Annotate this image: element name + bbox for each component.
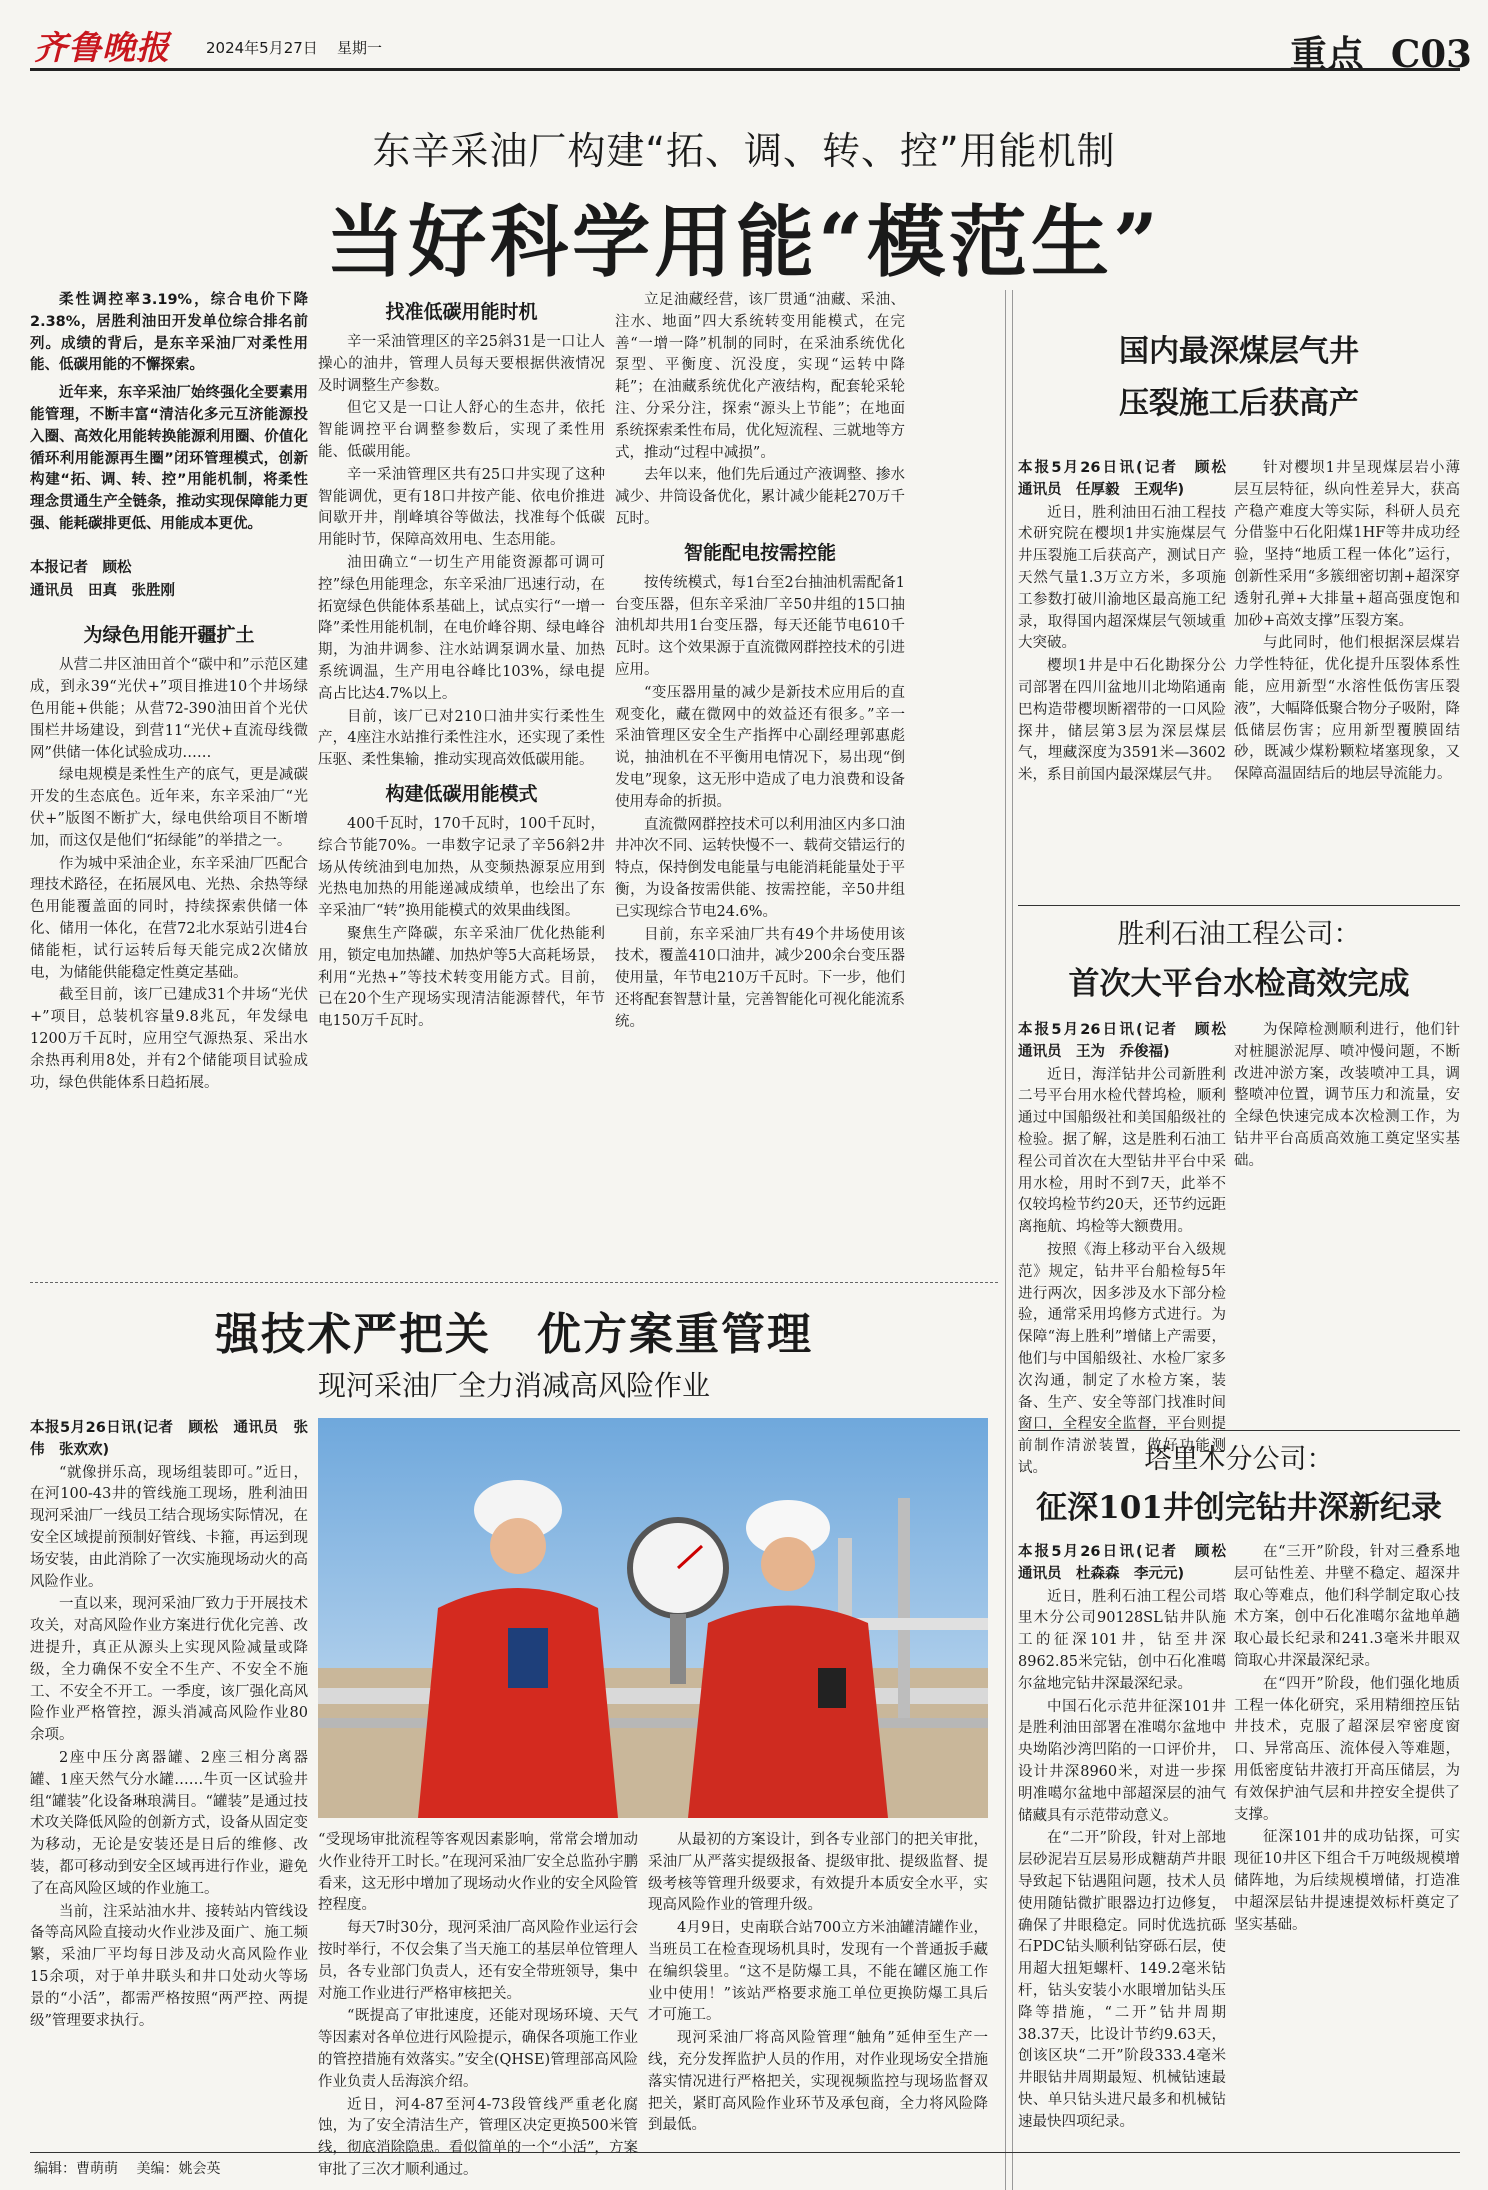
paragraph: 辛一采油管理区共有25口井实现了这种智能调优，更有18口井按产能、依电价推进间歇开井，削峰填谷等做法，找准每个低碳用能时节，保障高效用电、生态用能。 — [318, 466, 605, 549]
footer-credits — [34, 2158, 220, 2178]
article5-col-3 — [648, 1830, 988, 2146]
paragraph: “变压器用量的减少是新技术应用后的直观变化，藏在微网中的效益还有很多。”辛一采油管理区安全生产指挥中心副经理郭惠彪说，抽油机在不平衡用电情况下，易出现“倒发电”现象，这无形中造成了电力浪费和设备使用寿命的折损。 — [615, 684, 905, 810]
paragraph: 当前，注采站油水井、接转站内管线设备等高风险直接动火作业涉及面广、施工频繁，采油厂平均每日涉及动火高风险作业15余项，对于单井联头和井口处动火等场景的“小活”，都需严格按照“两严控、两提级”管理要求执行。 — [30, 1903, 308, 2029]
divider — [30, 1282, 998, 1283]
paragraph: 近日，河4-87至河4-73段管线严重老化腐蚀，为了安全清洁生产，管理区决定更换500米管线，彻底消除隐患。看似简单的一个“小活”，方案审批了三次才顺利通过。 — [318, 2096, 638, 2178]
main-byline-correspondent: 通讯员 田真 张胜刚 — [30, 582, 175, 599]
paragraph: 按传统模式，每1台至2台抽油机需配备1台变压器，但东辛采油厂辛50井组的15口抽油机却共用1台变压器，每天还能节电610千瓦时。这个效果源于直流微网群控技术的引进应用。 — [615, 574, 905, 678]
paragraph: 樱坝1井是中石化勘探分公司部署在四川盆地川北坳陷通南巴构造带樱坝断褶带的一口风险探井，储层第3层为深层煤层气，埋藏深度为3591米—3602米，系目前国内最深煤层气井。 — [1018, 658, 1226, 784]
article2-byline: 本报5月26日讯(记者 顾松 通讯员 任厚毅 王观华) — [1018, 460, 1241, 498]
main-lead: 近年来，东辛采油厂始终强化全要素用能管理，不断丰富“清洁化多元互济能源投入圈、高效化用能转换能源利用圈、价值化循环利用能源再生圈”闭环管理模式，创新构建“拓、调、转、控”用能机制，将柔性理念贯通生产全链条，推动实现保障能力更强、能耗碳排更低、用能成本更优。 — [30, 385, 308, 532]
paragraph: “就像拼乐高，现场组装即可。”近日，在河100-43井的管线施工现场，胜利油田现河采油厂一线员工结合现场实际情况，在安全区域提前预制好管线、卡箍，再运到现场安装，由此消除了一次实施现场动火的高风险作业。 — [30, 1464, 308, 1590]
paragraph: 目前，该厂已对210口油井实行柔性生产，4座注水站推行柔性注水，还实现了柔性压驱、柔性集输，推动实现高效低碳用能。 — [318, 708, 605, 769]
column-rule — [1005, 290, 1006, 2190]
article2-title-line1: 国内最深煤层气井 — [1119, 334, 1359, 369]
paragraph: 立足油藏经营，该厂贯通“油藏、采油、注水、地面”四大系统转变用能模式，在完善“一增一降”机制的同时，在采油系统优化泵型、平衡度、沉没度，实现“运转中降耗”；在油藏系统优化产液结构，配套轮采轮注、分采分注，探索“源头上节能”；在地面系统探索柔性布局，优化短流程、三就地等方式，推动“过程中减损”。 — [615, 292, 905, 461]
paragraph: 聚焦生产降碳，东辛采油厂优化热能利用，锁定电加热罐、加热炉等5大高耗场景，利用“光热+”等技术转变用能方式。目前，已在20个生产现场实现清洁能源替代，年节电150万千瓦时。 — [318, 925, 605, 1030]
paragraph: 去年以来，他们先后通过产液调整、掺水减少、井筒设备优化，累计减少能耗270万千瓦时。 — [615, 467, 905, 527]
article5-col-2 — [318, 1830, 638, 2178]
main-kicker: 东辛采油厂构建“拓、调、转、控”用能机制 — [372, 129, 1116, 173]
article4-title: 征深101井创完钻井深新纪录 — [1036, 1490, 1442, 1526]
paragraph: 但它又是一口让人舒心的生态井，依托智能调控平台调整参数后，实现了柔性用能、低碳用能。 — [318, 400, 605, 460]
paragraph: 直流微网群控技术可以利用油区内多口油井冲次不同、运转快慢不一、载荷交错运行的特点，保持倒发电能量与电能消耗能量处于平衡，为设备按需供能、按需控能，辛50井组已实现综合节电24.6%。 — [615, 816, 905, 920]
paragraph: 400千瓦时，170千瓦时，100千瓦时，综合节能70%。一串数字记录了辛56斜2井场从传统油到电加热，从变频热源泵应用到光热电加热的用能递减成绩单，也绘出了东辛采油厂“转”换用能模式的效果曲线图。 — [318, 815, 605, 920]
issue-date: 2024年5月27日 — [206, 39, 318, 57]
paragraph: 目前，东辛采油厂共有49个井场使用该技术，覆盖410口油井，减少200余台变压器使用量，年节电210万千瓦时。下一步，他们还将配套智慧计量，完善智能化可视化能流系统。 — [615, 926, 905, 1030]
main-col-2 — [318, 290, 605, 1273]
article3-title: 首次大平台水检高效完成 — [1068, 966, 1410, 1002]
section-heading-1: 为绿色用能开疆扩土 — [83, 624, 255, 647]
article4-byline: 本报5月26日讯(记者 顾松 通讯员 杜森森 李元元) — [1018, 1544, 1241, 1582]
main-col-3 — [615, 290, 905, 1273]
paragraph: 征深101井的成功钻探，可实现征10井区下组合千万吨级规模增储阵地，为后续规模增储，打造准中超深层钻井提速提效标杆奠定了坚实基础。 — [1234, 1829, 1460, 1933]
section-heading-3: 构建低碳用能模式 — [385, 782, 538, 805]
editor-credit: 编辑：曹萌萌 — [34, 2161, 118, 2177]
paragraph: 近日，胜利石油工程公司塔里木分公司90128SL钻井队施工的征深101井，钻至井深8962.85米完钻，创中石化准噶尔盆地完钻井深最深纪录。 — [1018, 1588, 1226, 1692]
article5-col-1 — [30, 1418, 308, 2146]
paragraph: 现河采油厂将高风险管理“触角”延伸至生产一线，充分发挥监护人员的作用，对作业现场安全措施落实情况进行严格把关，实现视频监控与现场监督双把关，紧盯高风险作业环节及承包商，全力将风险降到最低。 — [648, 2030, 988, 2134]
paragraph: 在“四开”阶段，他们强化地质工程一体化研究，采用精细控压钻井技术，克服了超深层窄密度窗口、异常高压、流体侵入等难题，用低密度钻井液打开高压储层，为有效保护油气层和井控安全提供了支撑。 — [1234, 1675, 1460, 1823]
paragraph: 近日，海洋钻井公司新胜利二号平台用水检代替坞检，顺利通过中国船级社和美国船级社的检验。据了解，这是胜利石油工程公司首次在大型钻井平台中采用水检，用时不到7天，此举不仅较坞检节约20天，还节约远距离拖航、坞检等大额费用。 — [1018, 1066, 1226, 1236]
paragraph: 作为城中采油企业，东辛采油厂匹配合理技术路径，在拓展风电、光热、余热等绿色用能覆盖面的同时，持续探索供储一体化、储用一体化，在营72北水泵站引进4台储能柜，试行运转后每天能完成2次储放电，为储能供能稳定性奠定基础。 — [30, 855, 308, 981]
main-col-1 — [30, 290, 308, 1273]
section-heading-2: 找准低碳用能时机 — [385, 301, 538, 323]
article5-subtitle: 现河采油厂全力消减高风险作业 — [317, 1369, 710, 1402]
paragraph: 中国石化示范井征深101井是胜利油田部署在准噶尔盆地中央坳陷沙湾凹陷的一口评价井，设计井深8960米，对进一步探明准噶尔盆地中部超深层的油气储藏具有示范带动意义。 — [1018, 1698, 1226, 1824]
paragraph: 绿电规模是柔性生产的底气，更是减碳开发的生态底色。近年来，东辛采油厂“光伏+”版图不断扩大，绿电供给项目不断增加，而这仅是他们“拓绿能”的举措之一。 — [30, 767, 308, 849]
paragraph: 在“二开”阶段，针对上部地层砂泥岩互层易形成糖葫芦井眼导致起下钻遇阻问题，技术人员使用随钻微扩眼器边打边修复，确保了井眼稳定。同时优选抗砾石PDC钻头顺利钻穿砾石层，使用超大扭矩螺杆、149.2毫米钻杆，钻头安装小水眼增加钻头压降等措施，“二开”钻井周期38.37天，比设计节约9.63天，创该区块“二开”阶段333.4毫米井眼钻井周期最短、机械钻速最快、单只钻头进尺最多和机械钻速最快四项纪录。 — [1018, 1830, 1226, 2130]
paragraph: 从营二井区油田首个“碳中和”示范区建成，到永39“光伏+”项目推进10个井场绿色用能+供能；从营72-390油田首个光伏围栏井场建设，到营11“光伏+直流母线微网”供储一体化试验成功…… — [30, 657, 308, 761]
article2-col-2 — [1234, 458, 1460, 888]
article2-title-line2: 压裂施工后获高产 — [1119, 386, 1359, 421]
article5-byline: 本报5月26日讯(记者 顾松 通讯员 张伟 张欢欢) — [30, 1420, 308, 1458]
section-heading-4: 智能配电按需控能 — [683, 541, 836, 564]
article4-col-1 — [1018, 1542, 1241, 2146]
main-byline-reporter: 本报记者 顾松 — [30, 559, 132, 576]
paragraph: “既提高了审批速度，还能对现场环境、天气等因素对各单位进行风险提示，确保各项施工作业的管控措施有效落实。”安全(QHSE)管理部高风险作业负责人岳海滨介绍。 — [318, 2008, 638, 2090]
paragraph: 针对樱坝1井呈现煤层岩小薄层互层特征，纵向性差异大，获高产稳产难度大等实际，科研人员充分借鉴中石化阳煤1HF等井成功经验，坚持“地质工程一体化”运行，创新性采用“多簇细密切割+超深穿透射孔弹+大排量+超高强度饱和加砂+高效支撑”压裂方案。 — [1234, 460, 1460, 629]
article4-kicker: 塔里木分公司： — [1144, 1444, 1334, 1475]
section-name: 重点 — [1290, 32, 1364, 76]
paragraph: 每天7时30分，现河采油厂高风险作业运行会按时举行，不仅会集了当天施工的基层单位管理人员，各专业部门负责人，还有安全带班领导，集中对施工作业进行严格审核把关。 — [318, 1920, 638, 2002]
paragraph: 辛一采油管理区的辛25斜31是一口让人操心的油井，管理人员每天要根据供液情况及时调整生产参数。 — [318, 334, 605, 394]
news-photo — [318, 1418, 988, 1818]
article4-col-2 — [1234, 1542, 1460, 2146]
divider — [1018, 1430, 1460, 1431]
designer-credit: 美编：姚会英 — [136, 2161, 221, 2177]
paragraph: 为保障检测顺利进行，他们针对桩腿淤泥厚、喷冲慢问题，不断改进冲淤方案，改装喷冲工具，调整喷冲位置，调节压力和流量，安全绿色快速完成本次检测工作，为钻井平台高质高效施工奠定坚实基础。 — [1234, 1022, 1460, 1169]
main-intro: 柔性调控率3.19%，综合电价下降2.38%，居胜利油田开发单位综合排名前列。成绩的背后，是东辛采油厂对柔性用能、低碳用能的不懈探索。 — [30, 292, 308, 374]
paragraph: 近日，胜利油田石油工程技术研究院在樱坝1井实施煤层气井压裂施工后获高产，测试日产天然气量1.3万立方米，多项施工参数打破川渝地区最高施工纪录，取得国内超深煤层气领域重大突破。 — [1018, 504, 1226, 652]
paragraph: “受现场审批流程等客观因素影响，常常会增加动火作业待开工时长。”在现河采油厂安全总监孙宇鹏看来，这无形中增加了现场动火作业的安全风险管控程度。 — [318, 1832, 638, 1914]
paragraph: 从最初的方案设计，到各专业部门的把关审批，采油厂从严落实提级报备、提级审批、提级监督、提级考核等管理升级要求，有效提升本质安全水平，实现高风险作业的管理升级。 — [648, 1832, 988, 1914]
paragraph: 与此同时，他们根据深层煤岩力学性特征，优化提升压裂体系性能，应用新型“水溶性低伤害压裂液”，大幅降低聚合物分子吸附，降低储层伤害；应用新型覆膜固结砂，既减少煤粉颗粒堵塞现象，又保障高温固结后的地层导流能力。 — [1234, 635, 1460, 783]
main-title: 当好科学用能“模范生” — [326, 197, 1162, 288]
header-rule — [30, 68, 1460, 71]
column-rule — [1012, 290, 1013, 2190]
paragraph: 在“三开”阶段，针对三叠系地层可钻性差、井壁不稳定、超深井取心等难点，他们科学制定取心技术方案，创中石化准噶尔盆地单趟取心最长纪录和241.3毫米井眼双筒取心井深最深纪录。 — [1234, 1544, 1460, 1669]
article3-col-2 — [1234, 1020, 1460, 1420]
article3-byline: 本报5月26日讯(记者 顾松 通讯员 王为 乔俊福) — [1018, 1022, 1241, 1060]
paragraph: 按照《海上移动平台入级规范》规定，钻井平台船检每5年进行两次，因多涉及水下部分检验，通常采用坞修方式进行。为保障“海上胜利”增储上产需要，他们与中国船级社、水检厂家多次沟通，制定了水检方案，装备、生产、安全等部门找准时间窗口，全程安全监督，平台则提前制作清淤装置，做好功能测试。 — [1018, 1241, 1226, 1476]
paragraph: 2座中压分离器罐、2座三相分离器罐、1座天然气分水罐……牛页一区试验井组“罐装”化设备琳琅满目。“罐装”是通过技术攻关降低风险的创新方式，设备从固定变为移动，无论是安装还是日后的维修、改装，都可移动到安全区域再进行作业，避免了在高风险区域的作业施工。 — [30, 1749, 308, 1897]
paragraph: 一直以来，现河采油厂致力于开展技术攻关，对高风险作业方案进行优化完善、改进提升，真正从源头上实现风险减量或降级，全力确保不安全不生产、不安全不施工、不安全不开工。一季度，该厂强化高风险作业严格管控，源头消减高风险作业80余项。 — [30, 1596, 308, 1744]
article2-col-1 — [1018, 458, 1241, 888]
divider — [1018, 905, 1460, 906]
footer-rule — [30, 2152, 1460, 2153]
issue-weekday: 星期一 — [337, 39, 383, 57]
newspaper-logo: 齐鲁晚报 — [34, 28, 170, 67]
article3-kicker: 胜利石油工程公司： — [1117, 919, 1361, 950]
article2-title — [1018, 326, 1460, 430]
article5-title: 强技术严把关 优方案重管理 — [215, 1309, 813, 1360]
paragraph: 4月9日，史南联合站700立方米油罐清罐作业，当班员工在检查现场机具时，发现有一个普通扳手藏在编织袋里。“这不是防爆工具，不能在罐区施工作业中使用！”该站严格要求施工单位更换防爆工具后才可施工。 — [648, 1920, 988, 2024]
page-number: C03 — [1390, 32, 1472, 76]
paragraph: 油田确立“一切生产用能资源都可调可控”绿色用能理念，东辛采油厂迅速行动，在拓宽绿色供能体系基础上，试点实行“一增一降”柔性用能机制，在电价峰谷期、绿电峰谷期，为油井调参、注水站调泵调水量、加热系统调温，生产用电谷峰比103%，绿电提高占比达4.7%以上。 — [318, 554, 605, 702]
paragraph: 截至目前，该厂已建成31个井场“光伏+”项目，总装机容量9.8兆瓦，年发绿电1200万千瓦时，应用空气源热泵、采出水余热再利用8处，并有2个储能项目试验成功，绿色供能体系日趋拓展。 — [30, 987, 308, 1091]
photo-workers-inspecting-gauge — [318, 1418, 988, 1818]
